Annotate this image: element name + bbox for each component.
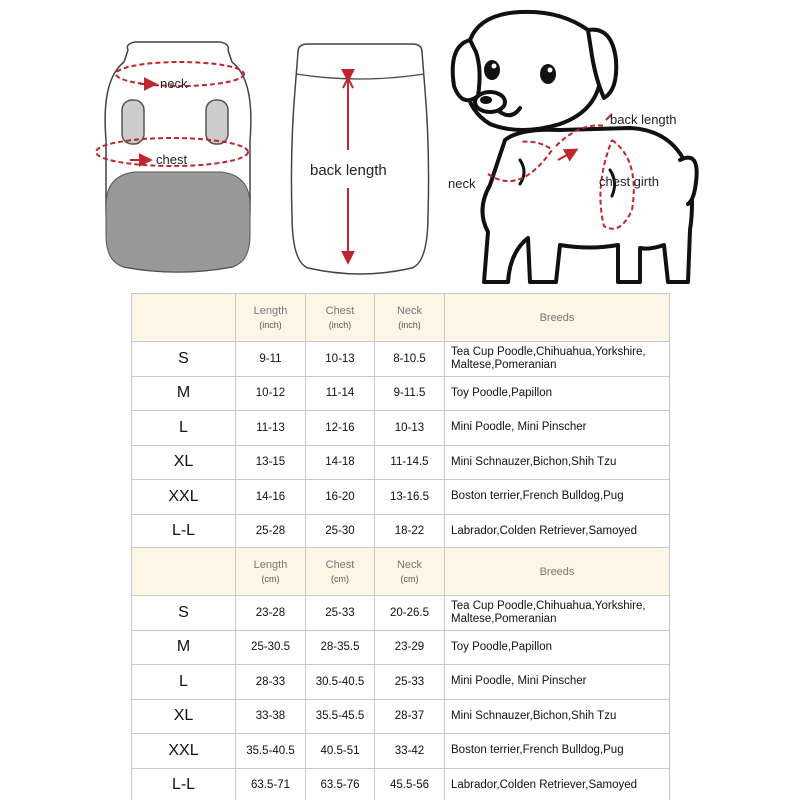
table-row <box>132 596 670 631</box>
dog-neck-label: neck <box>448 176 476 191</box>
chest-cell: 14-18 <box>306 445 375 480</box>
length-cell: 14-16 <box>236 480 306 515</box>
breeds-cell: Labrador,Colden Retriever,Samoyed <box>445 768 670 800</box>
chest-cell: 30.5-40.5 <box>306 665 375 700</box>
garment-front-view <box>96 42 251 272</box>
chest-cell: 25-33 <box>306 596 375 631</box>
size-table-cm <box>131 547 670 800</box>
neck-cell: 10-13 <box>375 411 445 446</box>
chest-cell: 11-14 <box>306 376 375 411</box>
size-cell: L <box>132 411 236 446</box>
dog-illustration <box>453 12 697 282</box>
header-chest: Chest (inch) <box>306 294 375 342</box>
unit-label: (inch) <box>398 319 421 330</box>
breeds-cell: Toy Poodle,Papillon <box>445 630 670 665</box>
table-row <box>132 768 670 800</box>
table-row <box>132 376 670 411</box>
table-row <box>132 445 670 480</box>
neck-cell: 20-26.5 <box>375 596 445 631</box>
neck-cell: 8-10.5 <box>375 342 445 377</box>
neck-cell: 18-22 <box>375 514 445 549</box>
measurement-illustrations <box>0 0 800 292</box>
breeds-cell: Tea Cup Poodle,Chihuahua,Yorkshire, Maltese,Pomeranian <box>445 596 670 631</box>
table-row <box>132 665 670 700</box>
table-row <box>132 342 670 377</box>
table-row <box>132 630 670 665</box>
front-chest-label: chest <box>156 152 188 167</box>
table-row <box>132 411 670 446</box>
size-cell: XXL <box>132 480 236 515</box>
size-cell: L-L <box>132 768 236 800</box>
chest-cell: 10-13 <box>306 342 375 377</box>
neck-cell: 25-33 <box>375 665 445 700</box>
table-header-row <box>132 294 670 342</box>
breeds-cell: Mini Poodle, Mini Pinscher <box>445 665 670 700</box>
neck-cell: 13-16.5 <box>375 480 445 515</box>
breeds-cell: Mini Poodle, Mini Pinscher <box>445 411 670 446</box>
breeds-cell: Toy Poodle,Papillon <box>445 376 670 411</box>
size-table-inch <box>131 293 670 549</box>
size-cell: S <box>132 596 236 631</box>
length-cell: 25-28 <box>236 514 306 549</box>
unit-label: (inch) <box>259 319 282 330</box>
size-cell: L <box>132 665 236 700</box>
chest-cell: 63.5-76 <box>306 768 375 800</box>
unit-label: (cm) <box>400 573 419 584</box>
table-row <box>132 734 670 769</box>
unit-label: (cm) <box>261 573 280 584</box>
table-row <box>132 514 670 549</box>
chest-cell: 40.5-51 <box>306 734 375 769</box>
header-size <box>132 548 236 596</box>
table-row <box>132 480 670 515</box>
neck-cell: 9-11.5 <box>375 376 445 411</box>
neck-cell: 33-42 <box>375 734 445 769</box>
header-chest: Chest (cm) <box>306 548 375 596</box>
length-cell: 35.5-40.5 <box>236 734 306 769</box>
length-cell: 33-38 <box>236 699 306 734</box>
table-header-row <box>132 548 670 596</box>
header-neck: Neck (cm) <box>375 548 445 596</box>
length-cell: 10-12 <box>236 376 306 411</box>
length-cell: 63.5-71 <box>236 768 306 800</box>
unit-label: (cm) <box>331 573 349 584</box>
breeds-cell: Labrador,Colden Retriever,Samoyed <box>445 514 670 549</box>
header-length: Length (cm) <box>236 548 306 596</box>
header-size <box>132 294 236 342</box>
unit-label: (inch) <box>328 319 352 330</box>
length-cell: 23-28 <box>236 596 306 631</box>
size-cell: L-L <box>132 514 236 549</box>
size-cell: S <box>132 342 236 377</box>
breeds-cell: Mini Schnauzer,Bichon,Shih Tzu <box>445 445 670 480</box>
size-cell: XL <box>132 445 236 480</box>
chest-cell: 28-35.5 <box>306 630 375 665</box>
breeds-cell: Boston terrier,French Bulldog,Pug <box>445 480 670 515</box>
size-cell: XL <box>132 699 236 734</box>
length-cell: 9-11 <box>236 342 306 377</box>
table-row <box>132 699 670 734</box>
length-cell: 25-30.5 <box>236 630 306 665</box>
length-cell: 13-15 <box>236 445 306 480</box>
header-breeds: Breeds <box>445 294 670 342</box>
dog-chest-girth-label: chest girth <box>599 174 659 189</box>
size-cell: M <box>132 630 236 665</box>
breeds-cell: Mini Schnauzer,Bichon,Shih Tzu <box>445 699 670 734</box>
back-length-label: back length <box>310 162 387 179</box>
size-cell: M <box>132 376 236 411</box>
garment-back-view <box>291 44 428 274</box>
breeds-cell: Boston terrier,French Bulldog,Pug <box>445 734 670 769</box>
chest-cell: 35.5-45.5 <box>306 699 375 734</box>
chest-cell: 12-16 <box>306 411 375 446</box>
header-breeds: Breeds <box>445 548 670 596</box>
neck-cell: 45.5-56 <box>375 768 445 800</box>
chest-cell: 16-20 <box>306 480 375 515</box>
neck-cell: 11-14.5 <box>375 445 445 480</box>
neck-cell: 23-29 <box>375 630 445 665</box>
breeds-cell: Tea Cup Poodle,Chihuahua,Yorkshire, Maltese,Pomeranian <box>445 342 670 377</box>
length-cell: 28-33 <box>236 665 306 700</box>
size-cell: XXL <box>132 734 236 769</box>
dog-back-length-label: back length <box>610 112 677 127</box>
header-neck: Neck (inch) <box>375 294 445 342</box>
neck-cell: 28-37 <box>375 699 445 734</box>
front-neck-label: neck <box>160 76 188 91</box>
chest-cell: 25-30 <box>306 514 375 549</box>
header-length: Length (inch) <box>236 294 306 342</box>
length-cell: 11-13 <box>236 411 306 446</box>
